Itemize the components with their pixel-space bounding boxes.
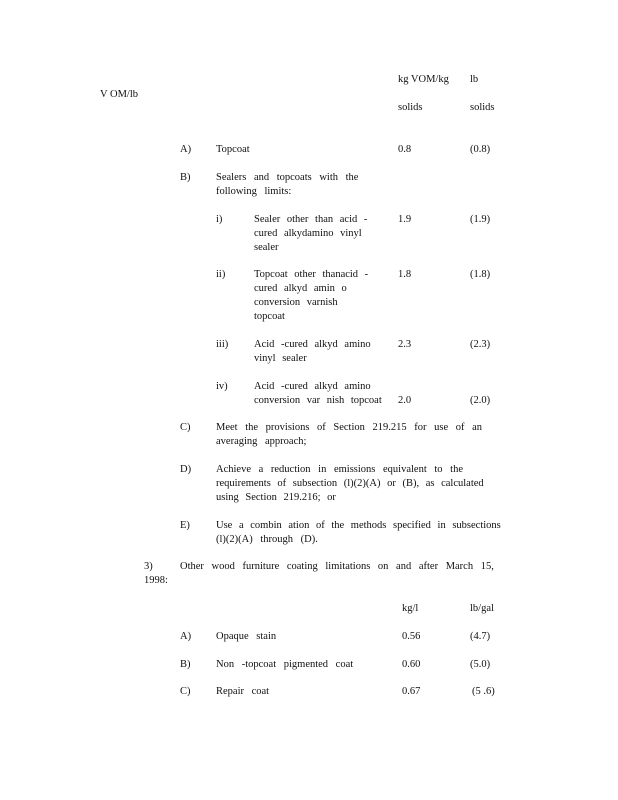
item-d-marker: D) — [180, 464, 192, 475]
item-b-iii-line1: Acid -cured alkyd amino — [254, 339, 371, 350]
section-3-row-a-lb-value: (4.7) — [470, 631, 491, 642]
item-d-line2: requirements of subsection (l)(2)(A) or (B), as calculated — [216, 478, 484, 489]
column-header-kg-line2: solids — [398, 102, 423, 113]
column-header-kg-line1: kg VOM/kg — [398, 74, 449, 85]
item-b-ii-line1: Topcoat other thanacid - — [254, 269, 369, 280]
item-b-iv-kg-value: 2.0 — [398, 395, 412, 406]
item-a-kg-value: 0.8 — [398, 144, 412, 155]
section-3-row-b-text: Non -topcoat pigmented coat — [216, 659, 354, 670]
item-b-i-kg-value: 1.9 — [398, 214, 412, 225]
section-3-row-b-kg-value: 0.60 — [402, 659, 421, 670]
item-b-text-line1: Sealers and topcoats with the — [216, 172, 359, 183]
item-b-marker: B) — [180, 172, 191, 183]
item-e-line1: Use a combin ation of the methods specified in subsections — [216, 520, 501, 531]
item-c-line2: averaging approach; — [216, 436, 307, 447]
item-b-iv-line2: conversion var nish topcoat — [254, 395, 382, 406]
item-e-line2: (l)(2)(A) through (D). — [216, 534, 318, 545]
section-3-marker: 3) — [144, 561, 153, 572]
item-b-iv-marker: iv) — [216, 381, 228, 392]
item-b-ii-line2: cured alkyd amin o — [254, 283, 347, 294]
item-b-iii-lb-value: (2.3) — [470, 339, 491, 350]
section-3-row-b-marker: B) — [180, 659, 191, 670]
item-e-marker: E) — [180, 520, 190, 531]
item-b-iii-marker: iii) — [216, 339, 229, 350]
left-unit-label: V OM/lb — [100, 89, 139, 100]
item-b-i-line3: sealer — [254, 242, 279, 253]
item-b-ii-line4: topcoat — [254, 311, 285, 322]
section-3-heading-line2: 1998: — [144, 575, 168, 586]
item-b-ii-marker: ii) — [216, 269, 226, 280]
section-3-row-c-marker: C) — [180, 686, 191, 697]
item-b-iii-kg-value: 2.3 — [398, 339, 412, 350]
item-d-line1: Achieve a reduction in emissions equivalent to the — [216, 464, 463, 475]
section-3-row-c-lb-value: (5 .6) — [472, 686, 495, 697]
section-3-row-a-kg-value: 0.56 — [402, 631, 421, 642]
item-a-text: Topcoat — [216, 144, 250, 155]
item-b-ii-lb-value: (1.8) — [470, 269, 491, 280]
section-3-row-b-lb-value: (5.0) — [470, 659, 491, 670]
item-b-i-line2: cured alkydamino vinyl — [254, 228, 362, 239]
column-header-lb-line1: lb — [470, 74, 479, 85]
section-3-row-c-kg-value: 0.67 — [402, 686, 421, 697]
item-c-line1: Meet the provisions of Section 219.215 for use of an — [216, 422, 483, 433]
section-3-heading-line1: Other wood furniture coating limitations on and after March 15, — [180, 561, 494, 572]
item-d-line3: using Section 219.216; or — [216, 492, 336, 503]
item-b-ii-line3: conversion varnish — [254, 297, 338, 308]
item-b-iii-line2: vinyl sealer — [254, 353, 307, 364]
item-b-text-line2: following limits: — [216, 186, 292, 197]
section-3-row-a-marker: A) — [180, 631, 192, 642]
item-a-marker: A) — [180, 144, 192, 155]
column-header-lb-line2: solids — [470, 102, 495, 113]
section-3-unit-lb-per-gal: lb/gal — [470, 603, 494, 614]
section-3-row-a-text: Opaque stain — [216, 631, 277, 642]
item-b-iv-line1: Acid -cured alkyd amino — [254, 381, 371, 392]
item-a-lb-value: (0.8) — [470, 144, 491, 155]
item-b-iv-lb-value: (2.0) — [470, 395, 491, 406]
item-c-marker: C) — [180, 422, 191, 433]
item-b-i-marker: i) — [216, 214, 223, 225]
item-b-ii-kg-value: 1.8 — [398, 269, 412, 280]
item-b-i-lb-value: (1.9) — [470, 214, 491, 225]
item-b-i-line1: Sealer other than acid - — [254, 214, 368, 225]
section-3-row-c-text: Repair coat — [216, 686, 270, 697]
section-3-unit-kg-per-l: kg/l — [402, 603, 419, 614]
